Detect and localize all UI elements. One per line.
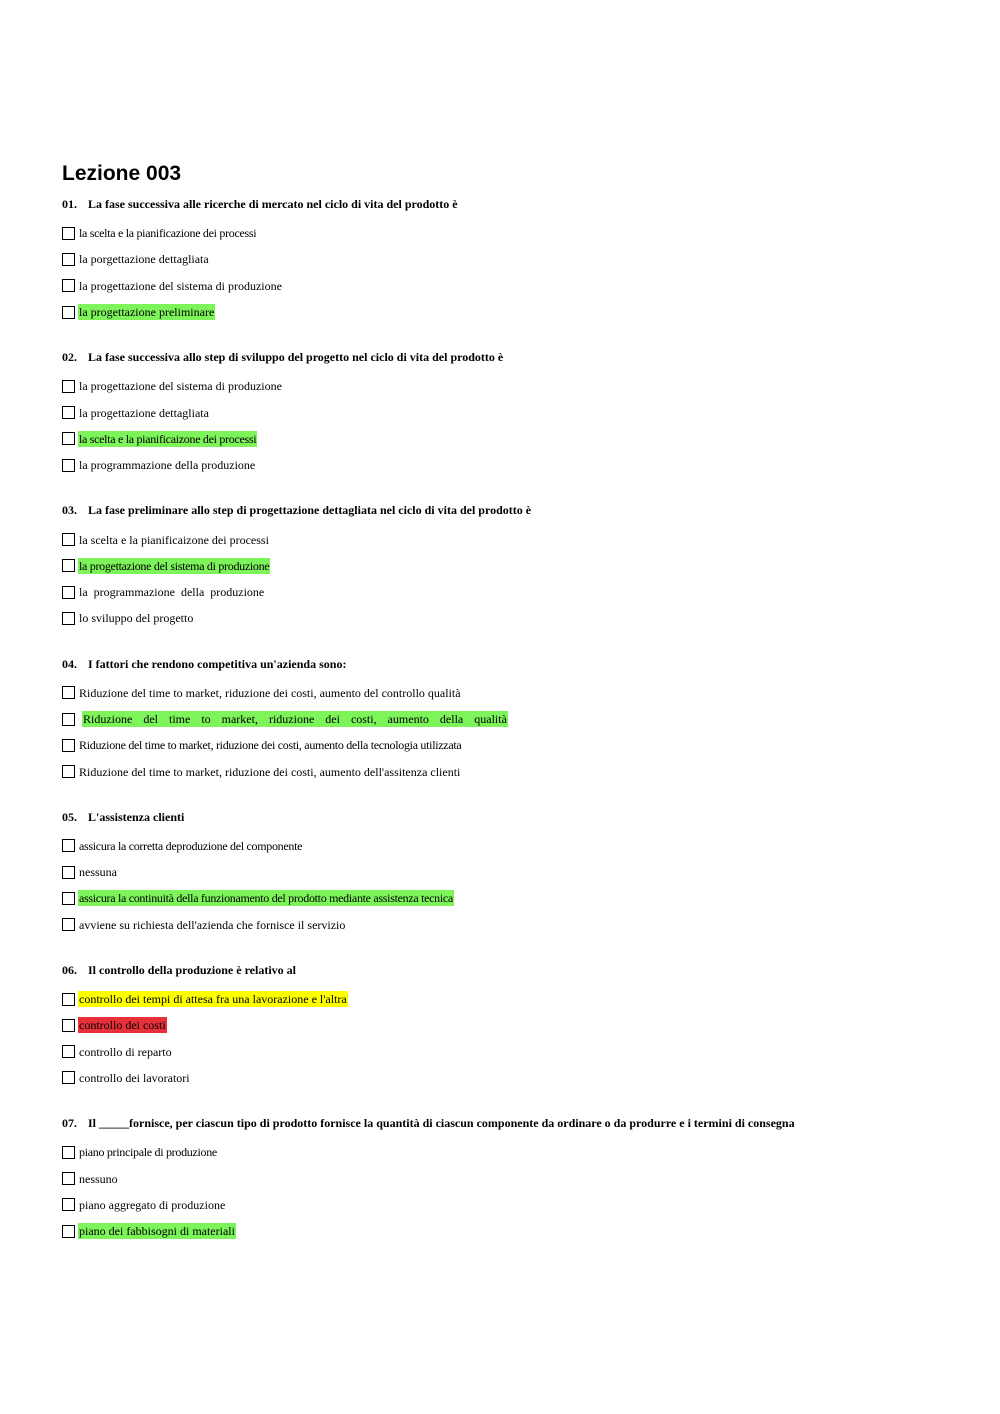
question-number: 02.	[62, 350, 77, 365]
checkbox-icon[interactable]	[62, 866, 75, 879]
checkbox-icon[interactable]	[62, 586, 75, 599]
option-label: piano principale di produzione	[79, 1145, 217, 1160]
question-03	[62, 500, 962, 631]
answer-option[interactable]	[62, 579, 962, 605]
answer-option[interactable]	[62, 1012, 962, 1038]
option-label: la progettazione preliminare	[79, 305, 215, 320]
answer-option[interactable]	[62, 885, 962, 911]
question-label: I fattori che rendono competitiva un'azienda sono:	[88, 656, 347, 671]
question-number: 06.	[62, 962, 77, 977]
checkbox-icon[interactable]	[62, 1019, 75, 1032]
question-number: 03.	[62, 503, 77, 518]
checkbox-icon[interactable]	[62, 612, 75, 625]
question-07	[62, 1113, 962, 1244]
option-label: la programmazione della produzione	[79, 585, 265, 600]
option-label: controllo dei lavoratori	[79, 1070, 190, 1085]
option-label: la porgettazione dettagliata	[79, 252, 209, 267]
question-label: Il _____fornisce, per ciascun tipo di prodotto fornisce la quantità di ciascun componente da ordinare o da produrre e i termini di consegna	[88, 1116, 795, 1131]
checkbox-icon[interactable]	[62, 1198, 75, 1211]
option-label: la progettazione dettagliata	[79, 405, 209, 420]
option-label: la progettazione del sistema di produzione	[79, 278, 282, 293]
question-01	[62, 194, 962, 325]
question-text	[62, 960, 962, 980]
question-label: L'assistenza clienti	[88, 809, 185, 824]
answer-option[interactable]	[62, 526, 962, 552]
answer-option[interactable]	[62, 1192, 962, 1218]
answer-option[interactable]	[62, 758, 962, 784]
question-label: La fase preliminare allo step di progettazione dettagliata nel ciclo di vita del prodotto è	[88, 503, 532, 518]
checkbox-icon[interactable]	[62, 432, 75, 445]
option-label: la progettazione del sistema di produzione	[79, 558, 270, 573]
answer-option[interactable]	[62, 732, 962, 758]
option-label: la programmazione della produzione	[79, 458, 256, 473]
option-label: assicura la corretta deproduzione del componente	[79, 838, 303, 853]
checkbox-icon[interactable]	[62, 686, 75, 699]
question-02	[62, 347, 962, 478]
checkbox-icon[interactable]	[62, 559, 75, 572]
question-text	[62, 654, 962, 674]
question-06	[62, 960, 962, 1091]
answer-option[interactable]	[62, 1039, 962, 1065]
checkbox-icon[interactable]	[62, 1225, 75, 1238]
checkbox-icon[interactable]	[62, 993, 75, 1006]
question-text	[62, 1113, 962, 1133]
question-number: 01.	[62, 197, 77, 211]
checkbox-icon[interactable]	[62, 306, 75, 319]
answer-option[interactable]	[62, 553, 962, 579]
document-page	[62, 160, 962, 1266]
option-label: piano aggregato di produzione	[79, 1197, 226, 1212]
answer-option[interactable]	[62, 246, 962, 272]
question-text	[62, 500, 962, 520]
checkbox-icon[interactable]	[62, 1071, 75, 1084]
answer-option[interactable]	[62, 1139, 962, 1165]
answer-option[interactable]	[62, 706, 962, 732]
option-label: nessuna	[79, 865, 117, 880]
answer-option[interactable]	[62, 986, 962, 1012]
option-label: controllo dei tempi di attesa fra una lavorazione e l'altra	[79, 992, 347, 1007]
checkbox-icon[interactable]	[62, 739, 75, 752]
option-label: avviene su richiesta dell'azienda che fornisce il servizio	[79, 917, 346, 932]
checkbox-icon[interactable]	[62, 765, 75, 778]
page-title: Lezione 003	[62, 162, 182, 185]
option-label: controllo dei costi	[79, 1018, 166, 1033]
answer-option[interactable]	[62, 1165, 962, 1191]
question-number: 07.	[62, 1116, 77, 1131]
answer-option[interactable]	[62, 912, 962, 938]
answer-option[interactable]	[62, 605, 962, 631]
checkbox-icon[interactable]	[62, 713, 75, 726]
question-label: La fase successiva alle ricerche di mercato nel ciclo di vita del prodotto è	[88, 197, 458, 211]
option-label: piano dei fabbisogni di materiali	[79, 1224, 235, 1239]
question-text	[62, 807, 962, 827]
checkbox-icon[interactable]	[62, 533, 75, 546]
answer-option[interactable]	[62, 833, 962, 859]
checkbox-icon[interactable]	[62, 892, 75, 905]
option-label: nessuno	[79, 1171, 118, 1186]
option-label: la scelta e la pianificazione dei processi	[79, 226, 257, 241]
answer-option[interactable]	[62, 859, 962, 885]
checkbox-icon[interactable]	[62, 253, 75, 266]
checkbox-icon[interactable]	[62, 1146, 75, 1159]
answer-option[interactable]	[62, 220, 962, 246]
question-text	[62, 347, 962, 367]
checkbox-icon[interactable]	[62, 279, 75, 292]
checkbox-icon[interactable]	[62, 1172, 75, 1185]
answer-option[interactable]	[62, 399, 962, 425]
answer-option[interactable]	[62, 426, 962, 452]
answer-option[interactable]	[62, 373, 962, 399]
checkbox-icon[interactable]	[62, 459, 75, 472]
answer-option[interactable]	[62, 680, 962, 706]
question-number: 04.	[62, 656, 77, 671]
question-label: Il controllo della produzione è relativo al	[88, 962, 296, 977]
checkbox-icon[interactable]	[62, 406, 75, 419]
question-04	[62, 654, 962, 785]
checkbox-icon[interactable]	[62, 918, 75, 931]
option-label: controllo di reparto	[79, 1044, 172, 1059]
option-label: Riduzione del time to market, riduzione dei costi, aumento del controllo qualità	[79, 685, 461, 700]
answer-option[interactable]	[62, 452, 962, 478]
option-label: Riduzione del time to market, riduzione dei costi, aumento della qualità	[83, 712, 507, 726]
answer-option[interactable]	[62, 299, 962, 325]
option-label: Riduzione del time to market, riduzione dei costi, aumento della tecnologia utilizzata	[79, 738, 462, 753]
checkbox-icon[interactable]	[62, 839, 75, 852]
checkbox-icon[interactable]	[62, 380, 75, 393]
answer-option[interactable]	[62, 1065, 962, 1091]
option-label: assicura la continuità della funzionamento del prodotto mediante assistenza tecnica	[79, 891, 453, 906]
answer-option[interactable]	[62, 1218, 962, 1244]
answer-option[interactable]	[62, 273, 962, 299]
option-label: Riduzione del time to market, riduzione dei costi, aumento dell'assitenza clienti	[79, 764, 461, 779]
checkbox-icon[interactable]	[62, 1045, 75, 1058]
option-label: la progettazione del sistema di produzione	[79, 379, 282, 394]
option-label: la scelta e la pianificaizone dei processi	[79, 431, 257, 446]
question-05	[62, 807, 962, 938]
question-text	[62, 194, 962, 214]
checkbox-icon[interactable]	[62, 227, 75, 240]
question-number: 05.	[62, 809, 77, 824]
question-label: La fase successiva allo step di sviluppo del progetto nel ciclo di vita del prodotto è	[88, 350, 504, 365]
option-label: la scelta e la pianificaizone dei processi	[79, 532, 269, 547]
option-label: lo sviluppo del progetto	[79, 611, 194, 626]
